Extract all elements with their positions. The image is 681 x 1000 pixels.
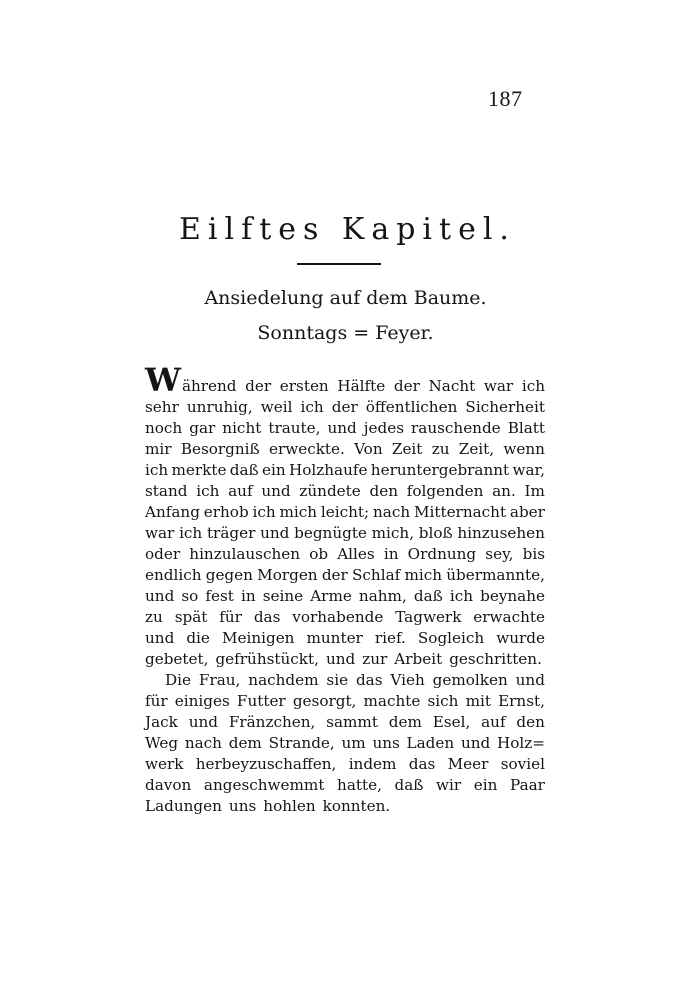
text-line: Ladungen uns hohlen konnten.: [145, 797, 391, 815]
text-line: für einiges Futter gesorgt, machte sich mit Ernst,: [145, 692, 545, 710]
text-line: stand ich auf und zündete den folgenden an. Im: [145, 482, 545, 500]
text-line: werk herbeyzuschaffen, indem das Meer soviel: [145, 755, 545, 773]
chapter-subtitle-2: Sonntags = Feyer.: [257, 322, 434, 344]
text-line: Jack und Fränzchen, sammt dem Esel, auf den: [145, 713, 545, 731]
paragraph-1: [145, 361, 545, 670]
text-line: Weg nach dem Strande, um uns Laden und Holz=: [145, 734, 545, 752]
text-line: Die Frau, nachdem sie das Vieh gemolken und: [165, 671, 545, 689]
text-line: noch gar nicht traute, und jedes rauschende Blatt: [145, 419, 545, 437]
paragraph-2: [145, 670, 545, 817]
chapter-subtitle-1: Ansiedelung auf dem Baume.: [204, 287, 487, 309]
title-divider: [297, 263, 381, 265]
page-number: 187: [488, 86, 523, 111]
text-line: zu spät für das vorhabende Tagwerk erwachte: [145, 608, 545, 626]
text-line: Während der ersten Hälfte der Nacht war ich: [145, 361, 545, 399]
text-line: mir Besorgniß erweckte. Von Zeit zu Zeit, wenn: [145, 440, 545, 458]
chapter-title: Eilftes Kapitel.: [179, 212, 516, 247]
text-line: und so fest in seine Arme nahm, daß ich beynahe: [145, 587, 545, 605]
text-line: davon angeschwemmt hatte, daß wir ein Paar: [145, 776, 545, 794]
text-line: oder hinzulauschen ob Alles in Ordnung sey, bis: [145, 545, 545, 563]
text-line: endlich gegen Morgen der Schlaf mich übermannte,: [145, 566, 545, 584]
text-line: Anfang erhob ich mich leicht; nach Mitternacht aber: [145, 503, 545, 521]
text-line: und die Meinigen munter rief. Sogleich wurde: [145, 629, 545, 647]
text-line: gebetet, gefrühstückt, und zur Arbeit geschritten.: [145, 650, 542, 668]
text-line: war ich träger und begnügte mich, bloß hinzusehen: [145, 524, 545, 542]
drop-cap: W: [145, 361, 181, 399]
body-text: [145, 361, 545, 817]
text-line: ich merkte daß ein Holzhaufe heruntergebrannt war,: [145, 461, 545, 479]
text-line: sehr unruhig, weil ich der öffentlichen Sicherheit: [145, 398, 545, 416]
